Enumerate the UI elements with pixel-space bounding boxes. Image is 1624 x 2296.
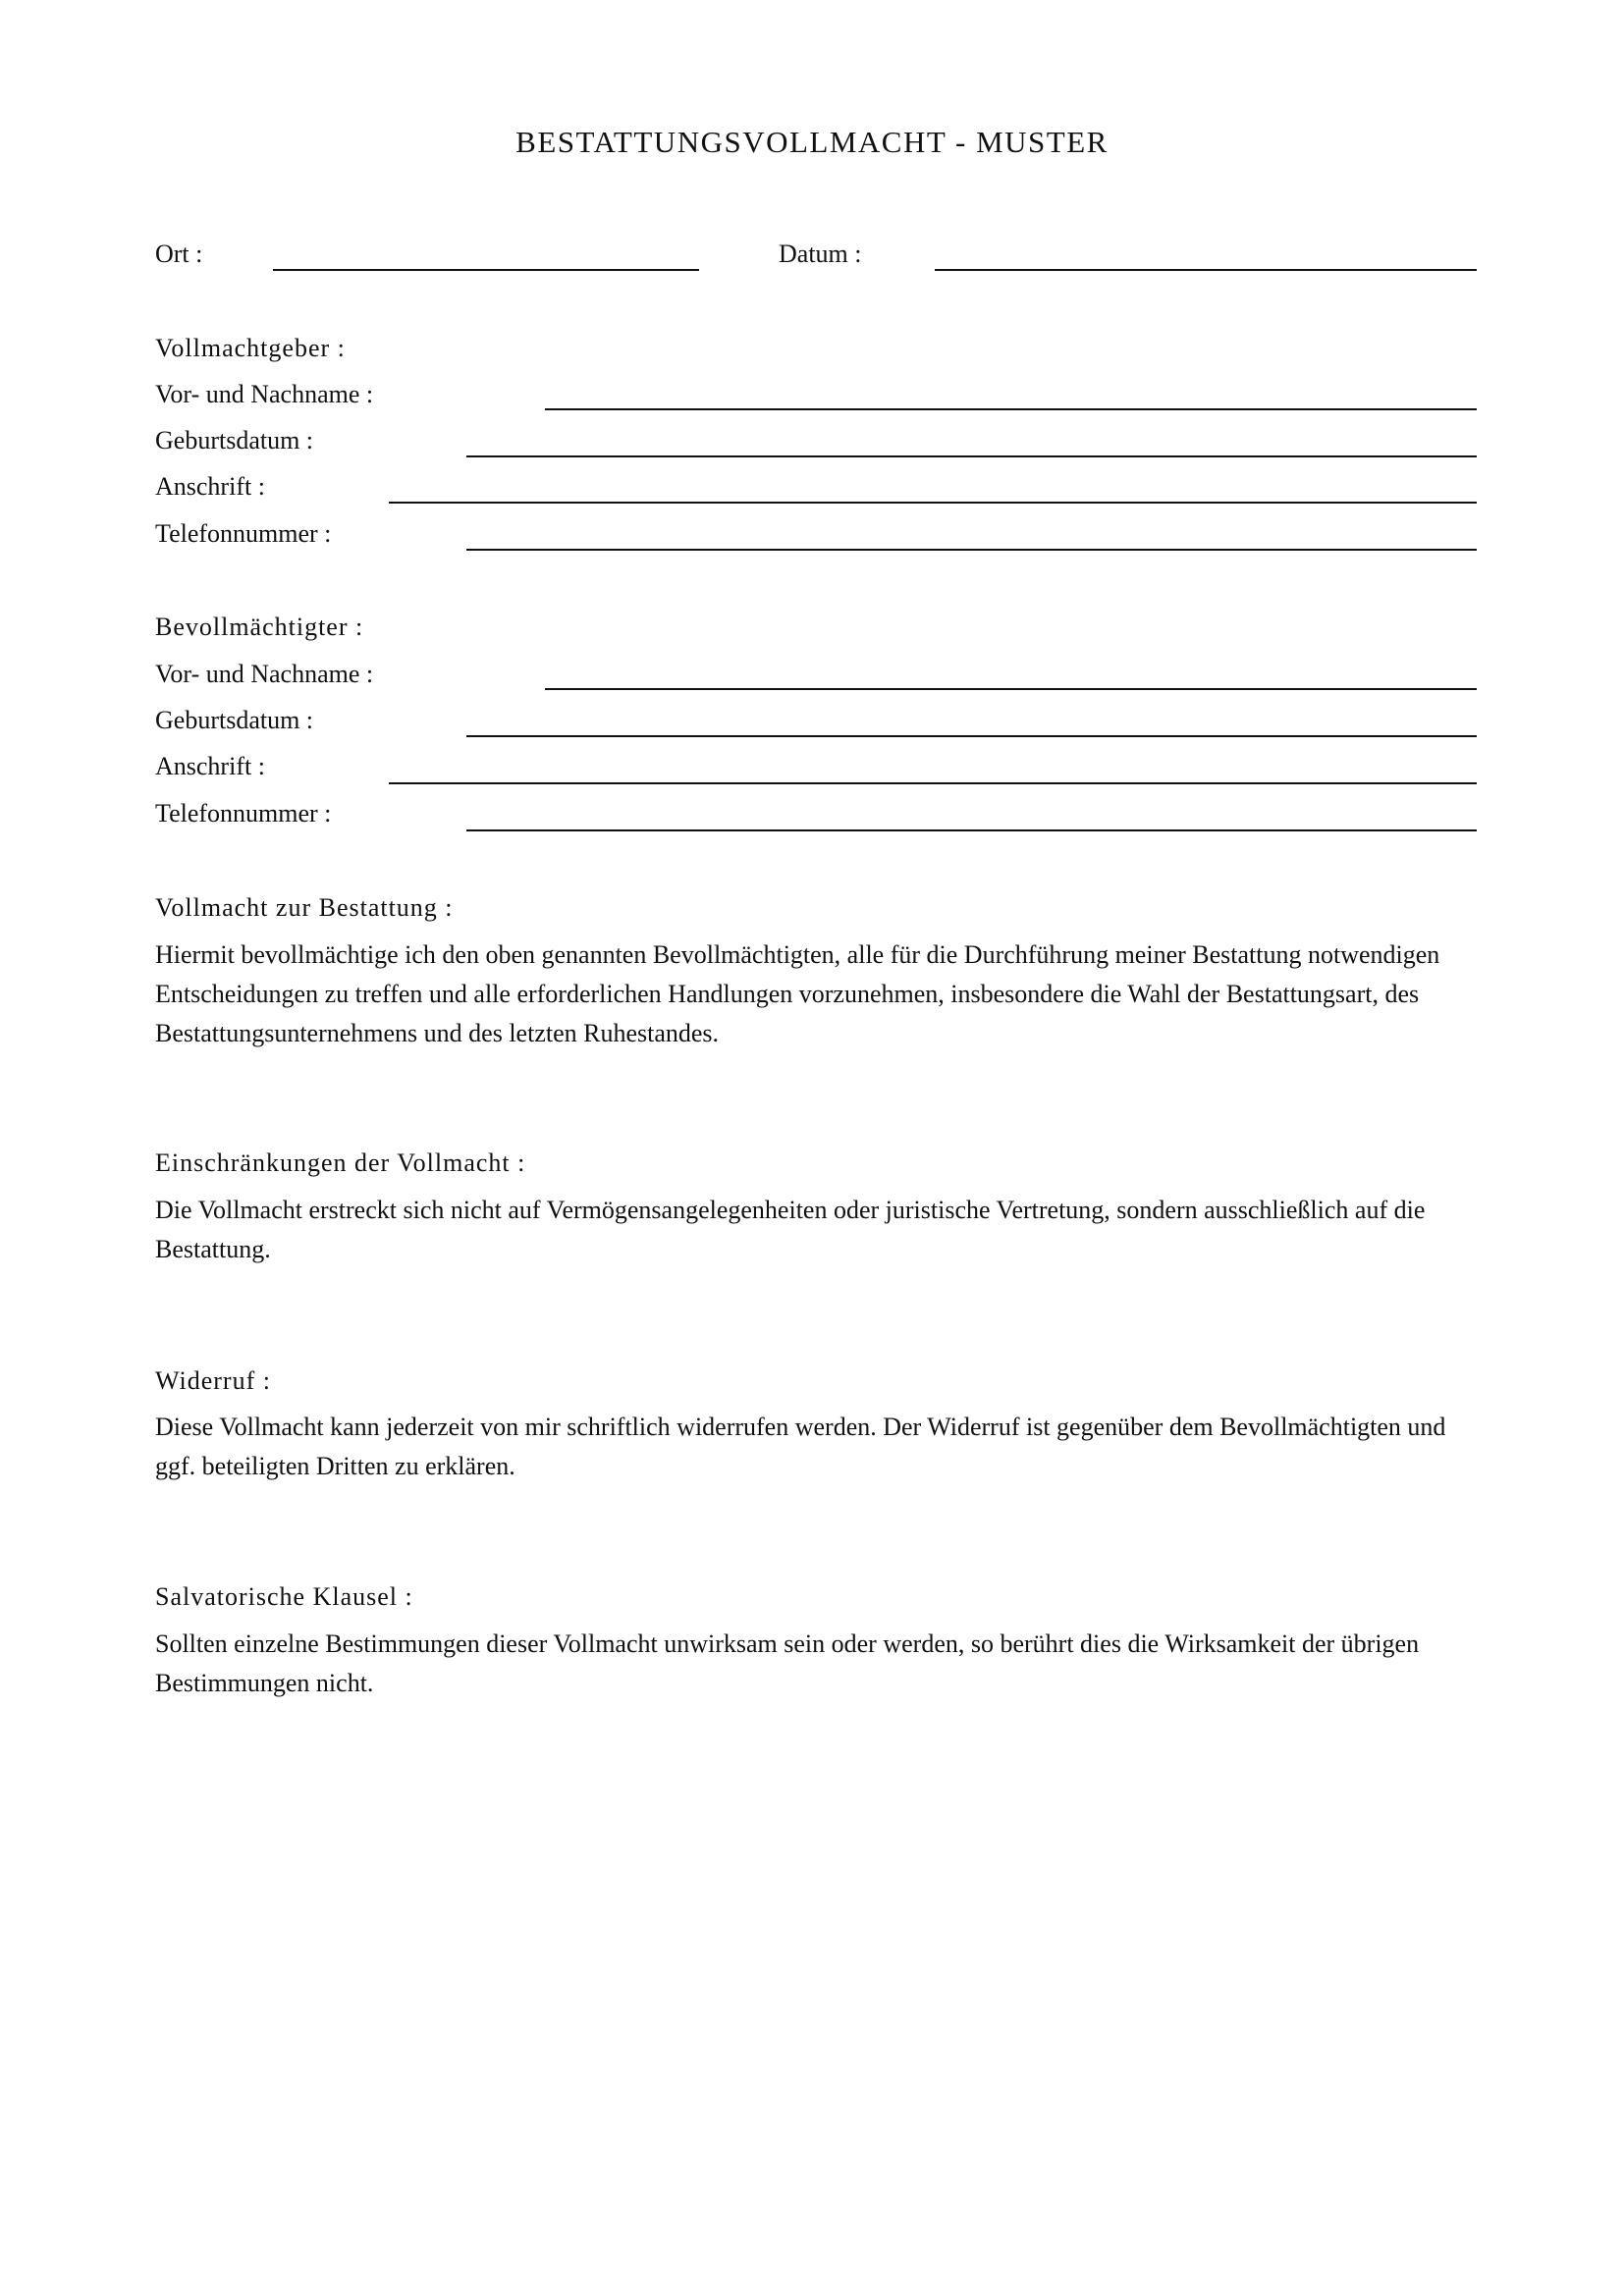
bevollmaechtigter-heading: Bevollmächtigter :	[155, 613, 364, 641]
bevollmaechtigter-anschrift-field[interactable]	[389, 782, 1477, 784]
vollmachtgeber-telefon-label: Telefonnummer :	[155, 519, 332, 548]
vollmachtgeber-name-label: Vor- und Nachname :	[155, 380, 374, 408]
bevollmaechtigter-telefon-field[interactable]	[466, 829, 1477, 831]
datum-label: Datum :	[779, 240, 862, 268]
ort-label: Ort :	[155, 240, 203, 268]
bevollmaechtigter-name-label: Vor- und Nachname :	[155, 660, 374, 688]
vollmachtgeber-heading: Vollmachtgeber :	[155, 334, 346, 362]
section-heading-vollmacht-zur-bestattung: Vollmacht zur Bestattung :	[155, 893, 454, 922]
vollmachtgeber-name-field[interactable]	[545, 408, 1477, 410]
bevollmaechtigter-geburtsdatum-field[interactable]	[466, 735, 1477, 737]
section-heading-salvatorische-klausel: Salvatorische Klausel :	[155, 1582, 413, 1611]
vollmachtgeber-telefon-field[interactable]	[466, 549, 1477, 551]
bevollmaechtigter-geburtsdatum-label: Geburtsdatum :	[155, 706, 314, 734]
datum-field[interactable]	[935, 269, 1477, 271]
section-heading-einschraenkungen: Einschränkungen der Vollmacht :	[155, 1148, 526, 1177]
section-text-einschraenkungen: Die Vollmacht erstreckt sich nicht auf Vermögensangelegenheiten oder juristische Vertretung, sondern ausschließlich auf die Bestattung.	[155, 1196, 1426, 1263]
section-text-widerruf: Diese Vollmacht kann jederzeit von mir schriftlich widerrufen werden. Der Widerruf ist gegenüber dem Bevollmächtigten und ggf. beteiligten Dritten zu erklären.	[155, 1413, 1446, 1480]
section-text-vollmacht-zur-bestattung: Hiermit bevollmächtige ich den oben genannten Bevollmächtigten, alle für die Durchführung meiner Bestattung notwendigen Entscheidungen zu treffen und alle erforderlichen Handlungen vorzunehmen, insbesondere die Wahl der Bestattungsart, des Bestattungsunternehmens und des letzten Ruhestandes.	[155, 940, 1440, 1047]
ort-field[interactable]	[273, 269, 699, 271]
bevollmaechtigter-anschrift-label: Anschrift :	[155, 752, 265, 780]
vollmachtgeber-geburtsdatum-field[interactable]	[466, 455, 1477, 457]
vollmachtgeber-anschrift-field[interactable]	[389, 502, 1477, 504]
section-heading-widerruf: Widerruf :	[155, 1366, 271, 1395]
bevollmaechtigter-name-field[interactable]	[545, 688, 1477, 690]
section-text-salvatorische-klausel: Sollten einzelne Bestimmungen dieser Vollmacht unwirksam sein oder werden, so berührt dies die Wirksamkeit der übrigen Bestimmungen nicht.	[155, 1629, 1420, 1697]
vollmachtgeber-geburtsdatum-label: Geburtsdatum :	[155, 426, 314, 454]
vollmachtgeber-anschrift-label: Anschrift :	[155, 472, 265, 501]
bevollmaechtigter-telefon-label: Telefonnummer :	[155, 799, 332, 828]
page-title: BESTATTUNGSVOLLMACHT - MUSTER	[515, 125, 1109, 159]
